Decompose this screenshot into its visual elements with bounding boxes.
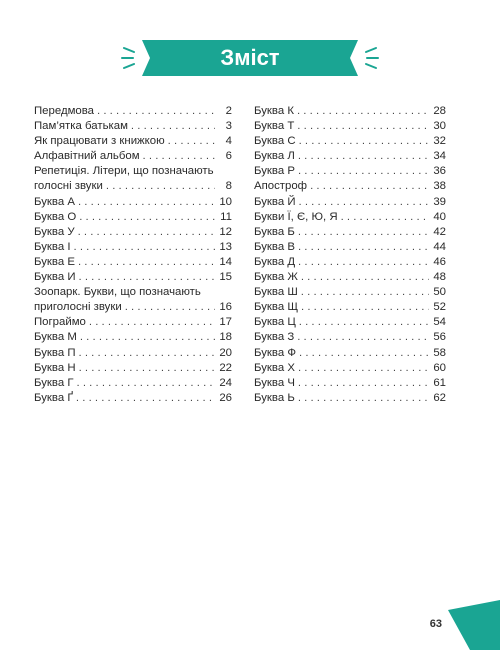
toc-entry-label: Буква Ч (254, 376, 295, 389)
toc-entry-label: Буква Г (34, 376, 74, 389)
toc-entry-page: 54 (433, 316, 446, 329)
toc-leader-dots (298, 391, 429, 406)
toc-entry-label: Буква Х (254, 361, 295, 374)
toc-entry-label: Буква Ш (254, 286, 298, 299)
toc-entry (254, 300, 446, 315)
toc-entry-label: Буква А (34, 195, 75, 208)
toc-entry (254, 270, 446, 285)
toc-entry (34, 149, 232, 164)
toc-entry-page: 36 (433, 165, 446, 178)
toc-entry-label: Буква О (34, 210, 77, 223)
toc-entry (254, 104, 446, 119)
toc-leader-dots (143, 149, 215, 164)
toc-entry (34, 104, 232, 119)
toc-leader-dots (301, 270, 429, 285)
toc-entry-page: 44 (433, 240, 446, 253)
toc-entry-page: 30 (433, 120, 446, 133)
toc-entry-label: Буква У (34, 225, 75, 238)
page-title: Зміст (220, 45, 280, 70)
toc-entry (34, 210, 232, 225)
toc-entry (254, 164, 446, 179)
corner-decoration (440, 600, 500, 650)
toc-entry-label: Букви Ї, Є, Ю, Я (254, 210, 338, 223)
toc-leader-dots (298, 240, 429, 255)
toc-entry (34, 119, 232, 134)
toc-entry-page: 34 (433, 150, 446, 163)
toc-leader-dots (301, 300, 429, 315)
toc-entry (254, 330, 446, 345)
toc-leader-dots (131, 119, 215, 134)
toc-entry (34, 376, 232, 391)
toc-entry-page: 8 (225, 180, 232, 193)
toc-entry (34, 346, 232, 361)
toc-leader-dots (299, 346, 429, 361)
toc-leader-dots (298, 164, 429, 179)
toc-leader-dots (299, 134, 429, 149)
toc-entry-page: 62 (433, 391, 446, 404)
toc-entry-page: 18 (219, 331, 232, 344)
toc-entry (34, 315, 232, 330)
toc-entry-label: Буква М (34, 331, 77, 344)
toc-leader-dots (298, 225, 429, 240)
toc-leader-dots (78, 225, 215, 240)
toc-entry (34, 255, 232, 270)
toc-entry (34, 134, 232, 149)
toc-entry-label: голосні звуки (34, 180, 103, 193)
toc-leader-dots (298, 376, 429, 391)
toc-entry (254, 179, 446, 194)
toc-entry-page: 60 (433, 361, 446, 374)
toc-leader-dots (299, 195, 429, 210)
page-number: 63 (429, 618, 442, 630)
toc-entry-label: Буква К (254, 105, 294, 117)
toc-entry-page: 11 (220, 210, 232, 223)
toc-entry-label: Буква Т (254, 120, 295, 133)
toc-left-column (34, 104, 232, 406)
toc-leader-dots (78, 195, 215, 210)
toc-entry (34, 240, 232, 255)
toc-entry (34, 300, 232, 315)
header-banner (120, 36, 380, 80)
toc-entry-label: Буква Ґ (34, 391, 73, 404)
toc-entry-page: 46 (433, 255, 446, 268)
toc-entry-label: Буква Д (254, 255, 296, 268)
toc-leader-dots (78, 255, 215, 270)
toc-entry (254, 361, 446, 376)
toc-leader-dots (341, 210, 429, 225)
toc-entry-label: Пограймо (34, 316, 86, 329)
toc-leader-dots (298, 149, 429, 164)
toc-leader-dots (310, 179, 429, 194)
toc-entry (34, 179, 232, 194)
toc-entry-page: 26 (219, 391, 232, 404)
toc-entry-label: Буква Ф (254, 346, 296, 359)
toc-entry-page: 38 (433, 180, 446, 193)
toc-entry-page: 61 (433, 376, 446, 389)
toc-entry-page: 58 (433, 346, 446, 359)
toc-entry-page: 10 (219, 195, 232, 208)
toc-entry-label: Буква Й (254, 195, 296, 208)
toc-entry-label: Передмова (34, 105, 95, 117)
toc-entry-page: 50 (433, 286, 446, 299)
toc-entry-page: 24 (219, 376, 232, 389)
toc-entry (254, 391, 446, 406)
toc-entry-page: 14 (219, 255, 232, 268)
toc-entry-label: Буква Б (254, 225, 295, 238)
toc-entry-label: Пам’ятка батькам (34, 120, 128, 133)
toc-entry-label: Буква І (34, 240, 71, 253)
toc-entry-page: 48 (433, 271, 446, 284)
toc-entry-label: Репетиція. Літери, що позначають (34, 165, 214, 178)
toc-leader-dots (299, 315, 429, 330)
toc-entry-page: 4 (225, 135, 232, 148)
toc-entry (254, 255, 446, 270)
toc-entry-label: Буква П (34, 346, 76, 359)
toc-leader-dots (76, 391, 215, 406)
toc-entry (254, 376, 446, 391)
toc-entry (254, 119, 446, 134)
toc-entry (254, 210, 446, 225)
toc-entry-page: 13 (219, 240, 232, 253)
toc-entry-label: Буква С (254, 135, 296, 148)
toc-entry-page: 15 (219, 271, 232, 284)
toc-entry (34, 361, 232, 376)
toc-entry (34, 391, 232, 406)
toc-entry-page: 12 (219, 225, 232, 238)
toc-leader-dots (125, 300, 215, 315)
toc-entry-label: Буква Е (34, 255, 75, 268)
toc-entry-page: 39 (433, 195, 446, 208)
toc-entry (34, 164, 232, 179)
toc-leader-dots (79, 270, 215, 285)
toc-leader-dots (89, 315, 215, 330)
toc-entry-page: 56 (433, 331, 446, 344)
toc-leader-dots (79, 346, 215, 361)
toc-leader-dots (301, 285, 429, 300)
toc-entry-label: Буква В (254, 240, 295, 253)
toc-entry-label: Буква Ж (254, 271, 298, 284)
toc-entry-label: приголосні звуки (34, 301, 122, 314)
toc-entry (254, 134, 446, 149)
toc-entry-label: Буква Р (254, 165, 295, 178)
toc-entry (34, 330, 232, 345)
toc-entry-page: 16 (219, 301, 232, 314)
toc-entry-label: Буква Ц (254, 316, 296, 329)
toc-entry (254, 285, 446, 300)
toc-entry (254, 315, 446, 330)
toc-entry-page: 3 (225, 120, 232, 133)
toc-leader-dots (80, 330, 215, 345)
toc-leader-dots (79, 210, 215, 225)
toc-entry-page: 52 (433, 301, 446, 314)
toc-entry (34, 270, 232, 285)
toc-entry-page: 20 (219, 346, 232, 359)
toc-entry (34, 195, 232, 210)
toc-leader-dots (106, 179, 215, 194)
toc-entry (254, 346, 446, 361)
toc-leader-dots (298, 255, 429, 270)
toc-entry-label: Буква Щ (254, 301, 299, 314)
toc-entry-label: Буква Ь (254, 391, 295, 404)
toc-entry-page: 17 (219, 316, 232, 329)
toc-entry (254, 240, 446, 255)
toc-entry-page: 2 (225, 105, 232, 117)
toc-leader-dots (74, 240, 216, 255)
toc-leader-dots (297, 104, 429, 119)
toc-entry-label: Буква З (254, 331, 295, 344)
toc-entry (34, 285, 232, 300)
toc-leader-dots (168, 134, 215, 149)
toc-entry-page: 32 (433, 135, 446, 148)
toc-leader-dots (297, 330, 429, 345)
toc-entry-page: 40 (433, 210, 446, 223)
toc-entry-page: 28 (433, 105, 446, 117)
toc-entry (254, 195, 446, 210)
toc-entry-label: Буква Л (254, 150, 295, 163)
toc-entry (34, 225, 232, 240)
toc-entry-page: 6 (225, 150, 232, 163)
toc-entry (254, 225, 446, 240)
toc-entry-label: Апостроф (254, 180, 308, 193)
toc-leader-dots (79, 361, 215, 376)
toc-leader-dots (97, 104, 215, 119)
toc-leader-dots (298, 361, 429, 376)
toc-entry-label: Алфавітний альбом (34, 150, 140, 163)
toc-entry (254, 149, 446, 164)
toc-entry-page: 42 (433, 225, 446, 238)
toc-leader-dots (77, 376, 216, 391)
toc-entry-label: Буква Н (34, 361, 76, 374)
toc-entry-label: Як працювати з книжкою (34, 135, 165, 148)
toc-right-column (254, 104, 446, 406)
toc-leader-dots (297, 119, 429, 134)
toc-entry-label: Зоопарк. Букви, що позначають (34, 286, 201, 299)
toc-entry-page: 22 (219, 361, 232, 374)
toc-entry-label: Буква И (34, 271, 76, 284)
